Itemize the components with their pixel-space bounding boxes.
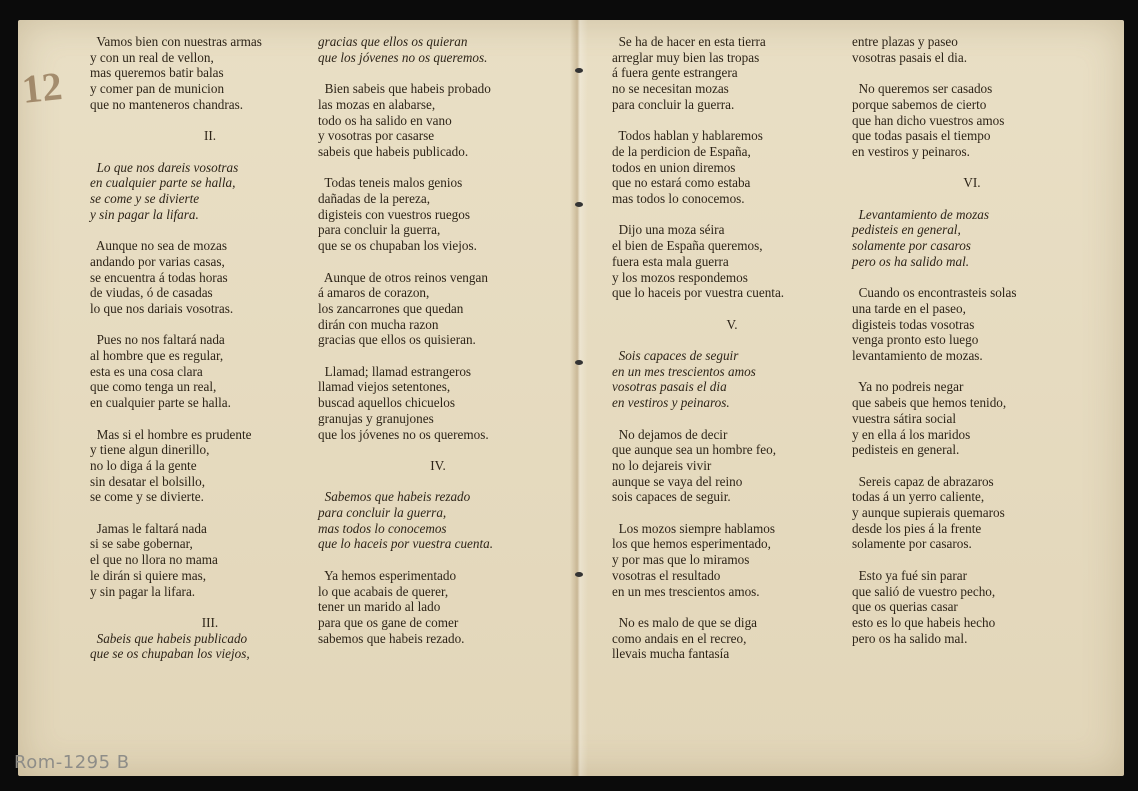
verse-line: que no manteneros chandras. bbox=[90, 96, 244, 112]
verse-line: Sois capaces de seguir bbox=[612, 348, 739, 363]
verse-line: Bien sabeis que habeis probado bbox=[318, 81, 491, 97]
verse-line: No dejamos de decir bbox=[612, 426, 728, 442]
verse-line: granujas y granujones bbox=[318, 410, 434, 426]
verse-stanza bbox=[612, 521, 852, 600]
verse-line: y en ella á los maridos bbox=[852, 426, 971, 442]
verse-line: fuera esta mala guerra bbox=[612, 253, 729, 269]
verse-stanza bbox=[90, 34, 330, 113]
verse-stanza bbox=[318, 364, 558, 443]
verse-line: que se os chupaban los viejos. bbox=[318, 238, 477, 254]
verse-line: Ya hemos esperimentado bbox=[318, 567, 457, 583]
verse-line: que sabeis que hemos tenido, bbox=[852, 395, 1007, 411]
verse-stanza bbox=[612, 222, 852, 301]
verse-stanza bbox=[90, 332, 330, 411]
section-heading bbox=[852, 175, 1092, 191]
verse-stanza bbox=[852, 207, 1092, 270]
verse-line: y sin pagar la lifara. bbox=[90, 583, 196, 599]
verse-line: los zancarrones que quedan bbox=[318, 300, 464, 316]
verse-stanza bbox=[612, 128, 852, 207]
verse-stanza bbox=[90, 160, 330, 223]
verse-line: que han dicho vuestros amos bbox=[852, 112, 1005, 128]
verse-line: á fuera gente estrangera bbox=[612, 65, 738, 81]
verse-line: No es malo de que se diga bbox=[612, 614, 758, 630]
verse-line: VI. bbox=[963, 175, 981, 191]
verse-stanza bbox=[318, 34, 558, 65]
verse-line: Llamad; llamad estrangeros bbox=[318, 363, 472, 379]
text-column-2 bbox=[318, 34, 558, 662]
verse-line: y por mas que lo miramos bbox=[612, 552, 750, 568]
verse-line: pedisteis en general. bbox=[852, 442, 960, 458]
section-heading bbox=[612, 317, 852, 333]
verse-line: Los mozos siempre hablamos bbox=[612, 520, 775, 536]
verse-line: sabeis que habeis publicado. bbox=[318, 143, 469, 159]
verse-line: de la perdicion de España, bbox=[612, 143, 751, 159]
verse-stanza bbox=[318, 489, 558, 552]
verse-line: y aunque supierais quemaros bbox=[852, 505, 1005, 520]
verse-line: sabemos que habeis rezado. bbox=[318, 630, 465, 646]
verse-line: que los jóvenes no os queremos. bbox=[318, 426, 489, 442]
verse-line: esto es lo que habeis hecho bbox=[852, 614, 996, 630]
verse-line: y los mozos respondemos bbox=[612, 269, 748, 285]
verse-line: digisteis todas vosotras bbox=[852, 316, 975, 332]
verse-line: No queremos ser casados bbox=[852, 81, 993, 97]
verse-line: lo que nos dariais vosotras. bbox=[90, 300, 234, 316]
verse-line: para concluir la guerra, bbox=[318, 222, 441, 238]
verse-stanza bbox=[90, 631, 330, 662]
verse-line: que todas pasais el tiempo bbox=[852, 128, 991, 144]
verse-line: Dijo una moza séira bbox=[612, 222, 725, 238]
verse-line: levantamiento de mozas. bbox=[852, 348, 983, 363]
verse-line: se come y se divierte. bbox=[90, 489, 204, 505]
verse-line: Sereis capaz de abrazaros bbox=[852, 473, 994, 489]
verse-line: llamad viejos setentones, bbox=[318, 379, 451, 395]
verse-line: para concluir la guerra. bbox=[612, 96, 735, 112]
verse-line: venga pronto esto luego bbox=[852, 332, 979, 348]
verse-line: pero os ha salido mal. bbox=[852, 630, 968, 646]
verse-line: III. bbox=[201, 614, 219, 630]
verse-line: vuestra sátira social bbox=[852, 410, 956, 426]
verse-line: desde los pies á la frente bbox=[852, 520, 982, 536]
verse-line: Ya no podreis negar bbox=[852, 379, 964, 395]
verse-line: Se ha de hacer en esta tierra bbox=[612, 34, 766, 49]
verse-line: una tarde en el paseo, bbox=[852, 300, 966, 316]
verse-line: solamente por casaros bbox=[852, 238, 971, 254]
verse-line: Pues no nos faltará nada bbox=[90, 332, 225, 348]
verse-line: en un mes trescientos amos bbox=[612, 363, 756, 379]
verse-line: todo os ha salido en vano bbox=[318, 112, 452, 128]
verse-line: en cualquier parte se halla. bbox=[90, 395, 231, 411]
folio-number-stamp: 12 bbox=[19, 63, 65, 112]
verse-line: que no estará como estaba bbox=[612, 175, 751, 191]
verse-stanza bbox=[318, 175, 558, 254]
verse-line: al hombre que es regular, bbox=[90, 348, 224, 363]
verse-line: Todos hablan y hablaremos bbox=[612, 128, 763, 144]
verse-line: digisteis con vuestros ruegos bbox=[318, 206, 471, 222]
verse-line: dañadas de la pereza, bbox=[318, 191, 431, 206]
verse-line: tener un marido al lado bbox=[318, 599, 441, 615]
verse-line: Jamas le faltará nada bbox=[90, 520, 207, 536]
verse-line: pero os ha salido mal. bbox=[852, 253, 970, 269]
verse-line: aunque se vaya del reino bbox=[612, 473, 743, 489]
verse-stanza bbox=[852, 34, 1092, 65]
verse-line: no lo dejareis vivir bbox=[612, 457, 712, 473]
verse-line: V. bbox=[726, 316, 738, 332]
verse-stanza bbox=[612, 427, 852, 506]
verse-line: y vosotras por casarse bbox=[318, 128, 435, 144]
verse-line: en vestiros y peinaros. bbox=[852, 143, 970, 159]
binding-hole bbox=[575, 202, 583, 207]
verse-line: que os querias casar bbox=[852, 599, 958, 615]
verse-line: Esto ya fué sin parar bbox=[852, 567, 967, 583]
verse-line: las mozas en alabarse, bbox=[318, 96, 436, 112]
verse-line: se encuentra á todas horas bbox=[90, 269, 228, 285]
verse-stanza bbox=[612, 34, 852, 113]
verse-line: todas á un yerro caliente, bbox=[852, 489, 985, 505]
verse-line: no lo diga á la gente bbox=[90, 457, 197, 473]
verse-stanza bbox=[852, 379, 1092, 458]
verse-line: para que os gane de comer bbox=[318, 614, 459, 630]
verse-stanza bbox=[852, 568, 1092, 647]
verse-stanza bbox=[90, 427, 330, 506]
verse-line: esta es una cosa clara bbox=[90, 363, 203, 379]
verse-line: el que no llora no mama bbox=[90, 552, 218, 568]
verse-line: no se necesitan mozas bbox=[612, 81, 729, 97]
verse-stanza bbox=[90, 521, 330, 600]
verse-line: pedisteis en general, bbox=[852, 222, 961, 238]
binding-hole bbox=[575, 68, 583, 73]
verse-line: los que hemos esperimentado, bbox=[612, 536, 771, 552]
verse-line: se come y se divierte bbox=[90, 191, 200, 206]
verse-line: que lo haceis por vuestra cuenta. bbox=[318, 536, 494, 552]
verse-line: mas queremos batir balas bbox=[90, 65, 224, 81]
verse-line: en cualquier parte se halla, bbox=[90, 175, 236, 191]
verse-line: vosotras el resultado bbox=[612, 567, 721, 583]
verse-line: mas todos lo conocemos bbox=[318, 520, 447, 536]
verse-line: que se os chupaban los viejos, bbox=[90, 646, 250, 662]
text-column-1 bbox=[90, 34, 330, 678]
verse-line: le dirán si quiere mas, bbox=[90, 567, 207, 583]
section-heading bbox=[318, 458, 558, 474]
verse-line: mas todos lo conocemos. bbox=[612, 191, 745, 207]
verse-line: Mas si el hombre es prudente bbox=[90, 426, 252, 442]
verse-stanza bbox=[852, 81, 1092, 160]
verse-line: Cuando os encontrasteis solas bbox=[852, 285, 1017, 301]
verse-line: entre plazas y paseo bbox=[852, 34, 958, 49]
verse-line: si se sabe gobernar, bbox=[90, 536, 193, 552]
verse-line: Lo que nos dareis vosotras bbox=[90, 159, 239, 175]
verse-line: que los jóvenes no os queremos. bbox=[318, 49, 488, 65]
verse-line: Vamos bien con nuestras armas bbox=[90, 34, 262, 49]
verse-line: para concluir la guerra, bbox=[318, 505, 447, 520]
binding-hole bbox=[575, 572, 583, 577]
verse-line: que como tenga un real, bbox=[90, 379, 217, 395]
verse-line: vosotras pasais el dia bbox=[612, 379, 727, 395]
verse-line: en un mes trescientos amos. bbox=[612, 583, 760, 599]
binding-hole bbox=[575, 360, 583, 365]
verse-line: sin desatar el bolsillo, bbox=[90, 473, 206, 489]
verse-stanza bbox=[612, 615, 852, 662]
verse-line: que salió de vuestro pecho, bbox=[852, 583, 996, 599]
verse-line: porque sabemos de cierto bbox=[852, 96, 987, 112]
verse-line: solamente por casaros. bbox=[852, 536, 972, 552]
verse-line: gracias que ellos os quisieran. bbox=[318, 332, 476, 348]
verse-line: Levantamiento de mozas bbox=[852, 206, 989, 222]
verse-line: Aunque no sea de mozas bbox=[90, 238, 227, 254]
verse-line: y comer pan de municion bbox=[90, 81, 225, 97]
verse-stanza bbox=[852, 474, 1092, 553]
verse-line: como andais en el recreo, bbox=[612, 630, 747, 646]
verse-line: vosotras pasais el dia. bbox=[852, 49, 967, 65]
verse-line: y tiene algun dinerillo, bbox=[90, 442, 210, 458]
verse-line: que aunque sea un hombre feo, bbox=[612, 442, 777, 458]
verse-line: el bien de España queremos, bbox=[612, 238, 763, 254]
verse-stanza bbox=[612, 348, 852, 411]
verse-line: que lo haceis por vuestra cuenta. bbox=[612, 285, 785, 301]
verse-line: lo que acabais de querer, bbox=[318, 583, 449, 599]
verse-line: y sin pagar la lifara. bbox=[90, 206, 199, 222]
verse-stanza bbox=[852, 285, 1092, 364]
verse-line: en vestiros y peinaros. bbox=[612, 395, 730, 411]
catalog-mark: Rom-1295 B bbox=[14, 752, 130, 773]
verse-line: gracias que ellos os quieran bbox=[318, 34, 468, 49]
verse-stanza bbox=[318, 270, 558, 349]
verse-stanza bbox=[318, 81, 558, 160]
section-heading bbox=[90, 128, 330, 144]
text-column-4 bbox=[852, 34, 1092, 662]
verse-line: IV. bbox=[430, 457, 446, 473]
text-column-3 bbox=[612, 34, 852, 678]
verse-line: andando por varias casas, bbox=[90, 253, 225, 269]
verse-line: Sabeis que habeis publicado bbox=[90, 630, 248, 646]
verse-line: llevais mucha fantasía bbox=[612, 646, 730, 662]
verse-line: dirán con mucha razon bbox=[318, 316, 439, 332]
verse-line: de viudas, ó de casadas bbox=[90, 285, 213, 301]
verse-line: II. bbox=[203, 128, 217, 144]
verse-line: buscad aquellos chicuelos bbox=[318, 395, 455, 411]
verse-line: sois capaces de seguir. bbox=[612, 489, 731, 505]
section-heading bbox=[90, 615, 330, 631]
verse-line: todos en union diremos bbox=[612, 159, 736, 175]
verse-stanza bbox=[318, 568, 558, 647]
verse-line: arreglar muy bien las tropas bbox=[612, 49, 760, 65]
center-fold bbox=[570, 20, 588, 776]
verse-line: Aunque de otros reinos vengan bbox=[318, 269, 488, 285]
verse-stanza bbox=[90, 238, 330, 317]
verse-line: Sabemos que habeis rezado bbox=[318, 489, 471, 505]
verse-line: Todas teneis malos genios bbox=[318, 175, 463, 191]
verse-line: á amaros de corazon, bbox=[318, 285, 430, 301]
verse-line: y con un real de vellon, bbox=[90, 49, 214, 65]
